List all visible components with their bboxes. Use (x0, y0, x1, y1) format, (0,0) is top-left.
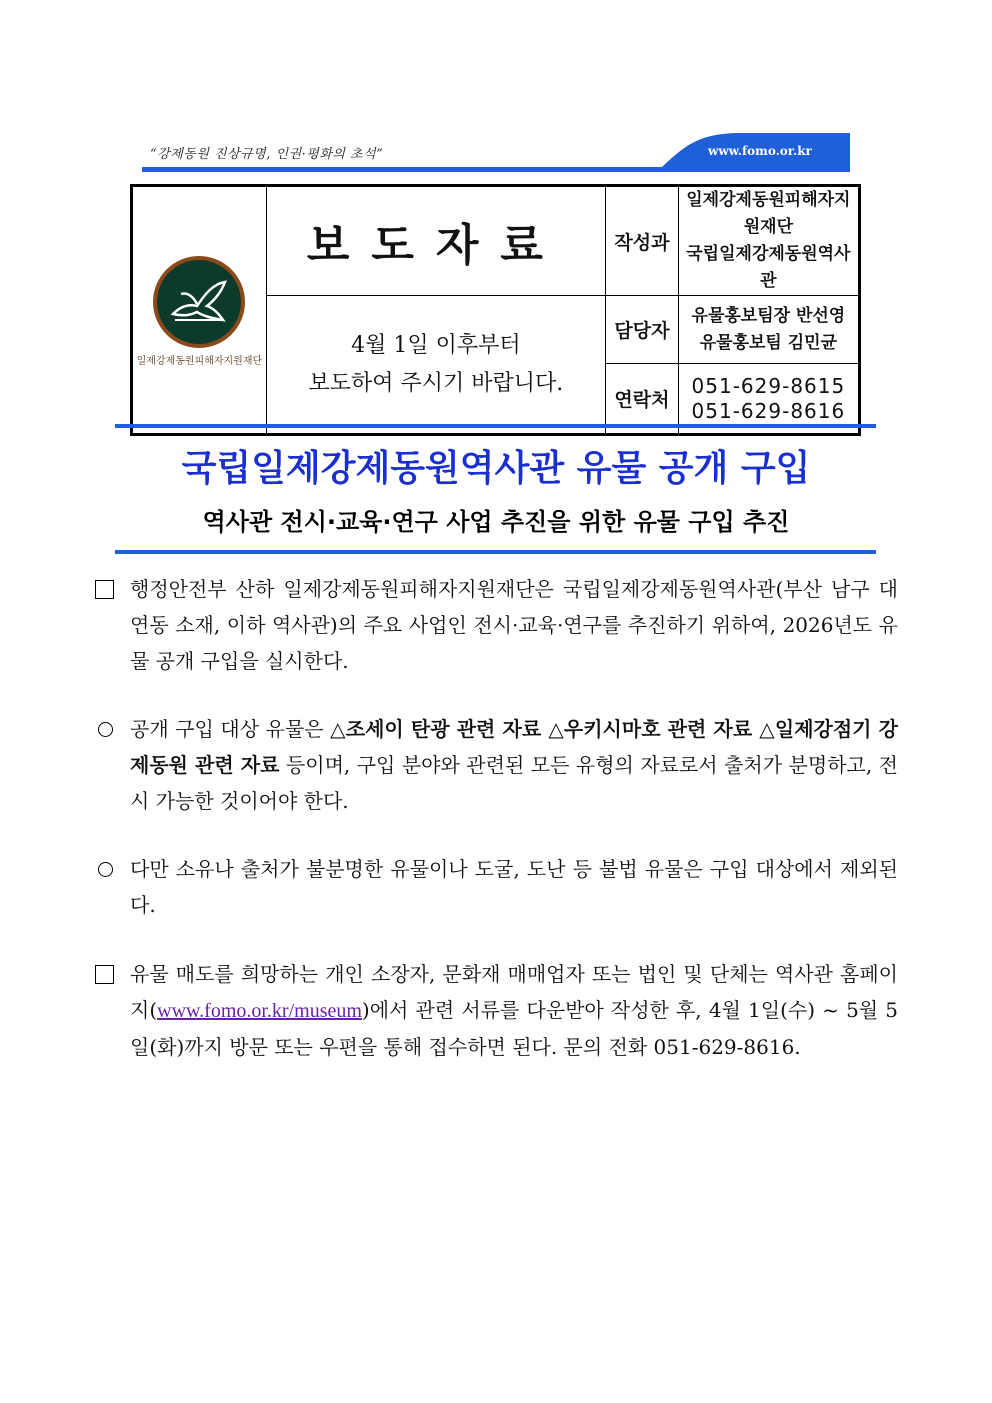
paragraph-2-text (130, 711, 898, 819)
slogan: “강제동원 진상규명, 인권·평화의 초석” (150, 147, 384, 162)
paragraph-2-items: △조세이 탄광 관련 자료 △우키시마호 관련 자료 △일제강점기 강제동원 관련 자료 (130, 717, 898, 777)
embargo-line-1: 4월 1일 이후부터 (351, 332, 521, 358)
contact-line-2: 유물홍보팀 김민균 (699, 332, 838, 353)
paragraph-2 (95, 711, 898, 819)
paragraph-3-text: 다만 소유나 출처가 불분명한 유물이나 도굴, 도난 등 불법 유물은 구입 대상에서 제외된다. (130, 857, 898, 917)
foundation-logo-icon (151, 254, 247, 350)
contact-label: 담당자 (606, 296, 679, 364)
logo-text: 일제강제동원피해자지원재단 (136, 355, 263, 367)
logo-cell (132, 186, 267, 435)
paragraph-4-intro: 유물 매도를 희망하는 개인 소장자, 문화재 매매업자 또는 법인 및 단체는 역사관 홈페이지( (130, 962, 898, 1022)
paragraph-4 (95, 956, 898, 1065)
circle-bullet-icon (98, 862, 113, 877)
author-value (678, 186, 859, 296)
paragraph-3 (95, 851, 898, 923)
phone-2: 051-629-8616 (691, 398, 846, 423)
phone-1: 051-629-8615 (691, 373, 846, 398)
contact-line-1: 유물홍보팀장 반선영 (691, 305, 846, 326)
embargo-line-2: 보도하여 주시기 바랍니다. (308, 370, 564, 396)
phone-label: 연락처 (606, 364, 679, 435)
paragraph-1-text: 행정안전부 산하 일제강제동원피해자지원재단은 국립일제강제동원역사관(부산 남구 대연동 소재, 이하 역사관)의 주요 사업인 전시·교육·연구를 추진하기 위하여, 2026년도 유물 공개 구입을 실시한다. (130, 577, 898, 673)
paragraph-4-rest: )에서 관련 서류를 다운받아 작성한 후, 4월 1일(수) ~ 5월 5일(화)까지 방문 또는 우편을 통해 접수하면 된다. 문의 전화 051-629-8616. (130, 998, 898, 1059)
author-line-2: 국립일제강제동원역사관 (686, 244, 851, 291)
website-url[interactable]: www.fomo.or.kr (708, 144, 812, 158)
museum-homepage-link[interactable]: www.fomo.or.kr/museum (157, 1000, 362, 1022)
square-bullet-icon (95, 580, 114, 599)
square-bullet-icon (95, 965, 114, 984)
paragraph-2-rest: 등이며, 구입 분야와 관련된 모든 유형의 자료로서 출처가 분명하고, 전시 가능한 것이어야 한다. (130, 753, 899, 813)
circle-bullet-icon (98, 722, 113, 737)
contact-value (678, 296, 859, 364)
paragraph-1 (95, 571, 898, 679)
paragraph-4-text (130, 956, 898, 1065)
headline-bottom-rule (115, 550, 876, 554)
subheadline: 역사관 전시·교육·연구 사업 추진을 위한 유물 구입 추진 (202, 508, 790, 536)
headline: 국립일제강제동원역사관 유물 공개 구입 (181, 448, 811, 489)
headline-top-rule (115, 424, 876, 428)
press-release-table (130, 184, 861, 436)
author-label: 작성과 (606, 186, 679, 296)
press-release-title: 보도자료 (266, 186, 605, 296)
author-line-1: 일제강제동원피해자지원재단 (686, 190, 851, 237)
embargo-notice (266, 296, 605, 435)
paragraph-2-intro: 공개 구입 대상 유물은 (130, 717, 331, 741)
